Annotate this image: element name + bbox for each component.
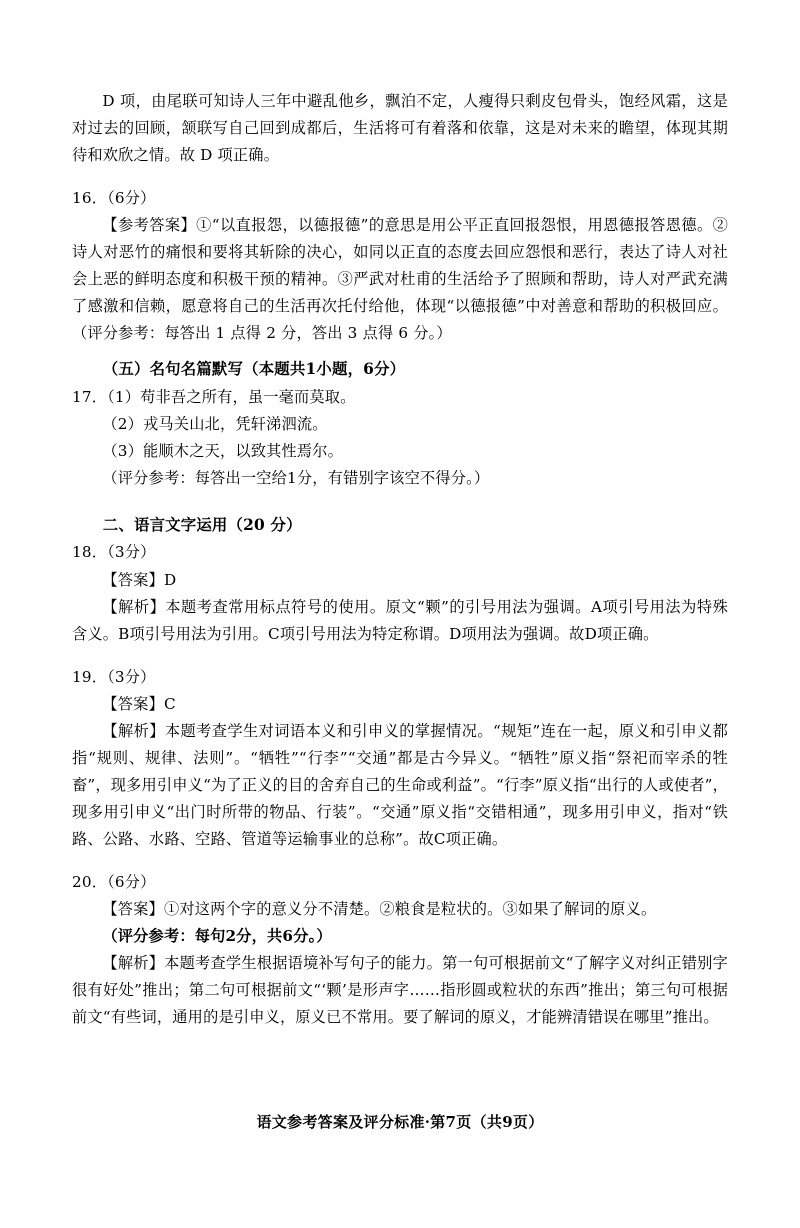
answer-19: 【答案】C [102,694,176,713]
question-number-18: 18．（3分） [72,543,156,562]
answer-18: 【答案】D [102,570,177,589]
scoring-note-20 [72,923,728,950]
answer-17-3: （3）能顺木之天，以致其性焉尔。 [102,441,344,460]
spacer [72,648,728,664]
document-body [72,88,728,1031]
question-number-20: 20．（6分） [72,872,156,891]
spacer [72,347,728,356]
scoring-note-17: （评分参考：每答出一空给1分，有错别字该空不得分。） [102,468,490,487]
spacer [72,492,728,512]
para-d-option-analysis: D 项，由尾联可知诗人三年中避乱他乡，飘泊不定，人瘦得只剩皮包骨头，饱经风霜，这是对过去的回顾，颔联写自己回到成都后，生活将可有着落和依靠，这是对未来的瞻望，体现其期待和欢欣之情。故 D 项正确。 [72,92,728,165]
para-explanation-18: 【解析】本题考查常用标点符号的使用。原文“颗”的引号用法为强调。A项引号用法为特殊含义。B项引号用法为引用。C项引号用法为特定称谓。D项用法为强调。故D项正确。 [72,597,728,643]
para-explanation-20: 【解析】本题考查学生根据语境补写句子的能力。第一句可根据前文“了解字义对纠正错别字很有好处”推出；第二句可根据前文“‘颗’是形声字……指形圆或粒状的东西”推出；第三句可根据前文“有些词，通用的是引申义，原义已不常用。要了解词的原义，才能辨清错误在哪里”推出。 [72,954,728,1027]
answer-17-2: （2）戎马关山北，凭轩涕泗流。 [102,414,328,433]
para-answer-16: 【参考答案】①“以直报怨，以德报德”的意思是用公平正直回报怨恨，用恩德报答恩德。②诗人对恶竹的痛恨和要将其斩除的决心，如同以正直的态度去回应怨恨和恶行，表达了诗人对社会上恶的鲜明态度和积极干预的精神。③严武对杜甫的生活给予了照顾和帮助，诗人对严武充满了感激和信赖，愿意将自己的生活再次托付给他，体现“以德报德”中对善意和帮助的积极回应。（评分参考：每答出 1 点得 2 分，答出 3 点得 6 分。） [72,216,728,343]
section-heading-mingju: （五）名句名篇默写（本题共1小题，6分） [102,360,406,379]
answer-20: 【答案】①对这两个字的意义分不清楚。②粮食是粒状的。③如果了解词的原义。 [102,900,657,919]
para-explanation-19: 【解析】本题考查学生对词语本义和引申义的掌握情况。“规矩”连在一起，原义和引申义都指“规则、规律、法则”。“牺牲”“行李”“交通”都是古今异义。“牺牲”原义指“祭祀而宰杀的牲畜”，现多用引申义“为了正义的目的舍弃自己的生命或利益”。“行李”原义指“出行的人或使者”，现多用引申义“出门时所带的物品、行装”。“交通”原义指“交错相通”，现多用引申义，指对“铁路、公路、水路、空路、管道等运输事业的总称”。故C项正确。 [72,721,728,848]
question-number-16: 16．（6分） [72,189,156,208]
question-number-19: 19．（3分） [72,667,156,686]
spacer [72,853,728,869]
page-footer: 语文参考答案及评分标准·第7页（共9页） [256,1113,544,1131]
question-number-17: 17．（1）苟非吾之所有，虽一毫而莫取。 [72,387,356,406]
scoring-note-text: （评分参考：每句2分，共6分。） [102,927,332,946]
spacer [72,169,728,185]
section-heading-language-use: 二、语言文字运用（20 分） [102,516,302,535]
